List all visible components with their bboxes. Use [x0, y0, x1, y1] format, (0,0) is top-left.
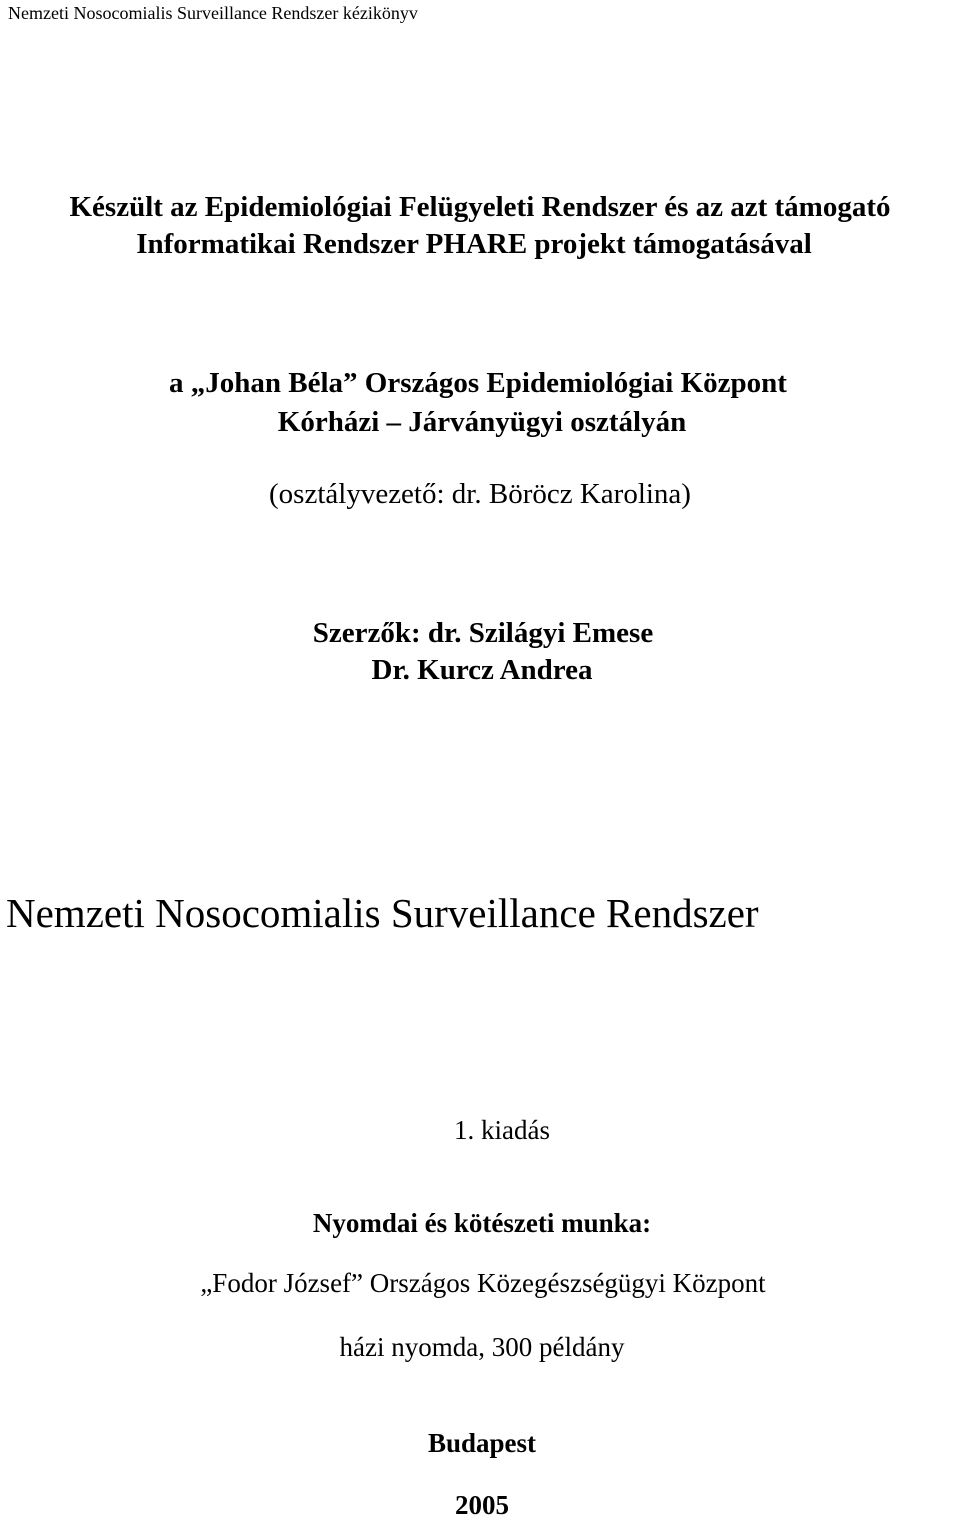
- institution-line-2: Kórházi – Járványügyi osztályán: [277, 406, 687, 438]
- edition: 1. kiadás: [454, 1115, 550, 1145]
- intro-line-2: Informatikai Rendszer PHARE projekt támogatásával: [136, 228, 812, 260]
- printing-label: Nyomdai és kötészeti munka:: [312, 1208, 652, 1238]
- place: Budapest: [427, 1428, 537, 1458]
- year: 2005: [455, 1490, 509, 1520]
- printer-name: „Fodor József” Országos Közegészségügyi Központ: [200, 1268, 766, 1298]
- institution-head: (osztályvezető: dr. Böröcz Karolina): [269, 478, 691, 510]
- running-header: Nemzeti Nosocomialis Surveillance Rendszer kézikönyv: [8, 3, 418, 23]
- authors-line-1: Szerzők: dr. Szilágyi Emese: [312, 617, 654, 649]
- authors-line-2: Dr. Kurcz Andrea: [371, 654, 593, 686]
- institution-line-1: a „Johan Béla” Országos Epidemiológiai Központ: [169, 367, 787, 399]
- document-title: Nemzeti Nosocomialis Surveillance Rendszer: [6, 890, 759, 936]
- printing-details: házi nyomda, 300 példány: [339, 1332, 625, 1362]
- intro-line-1: Készült az Epidemiológiai Felügyeleti Rendszer és az azt támogató: [69, 191, 891, 223]
